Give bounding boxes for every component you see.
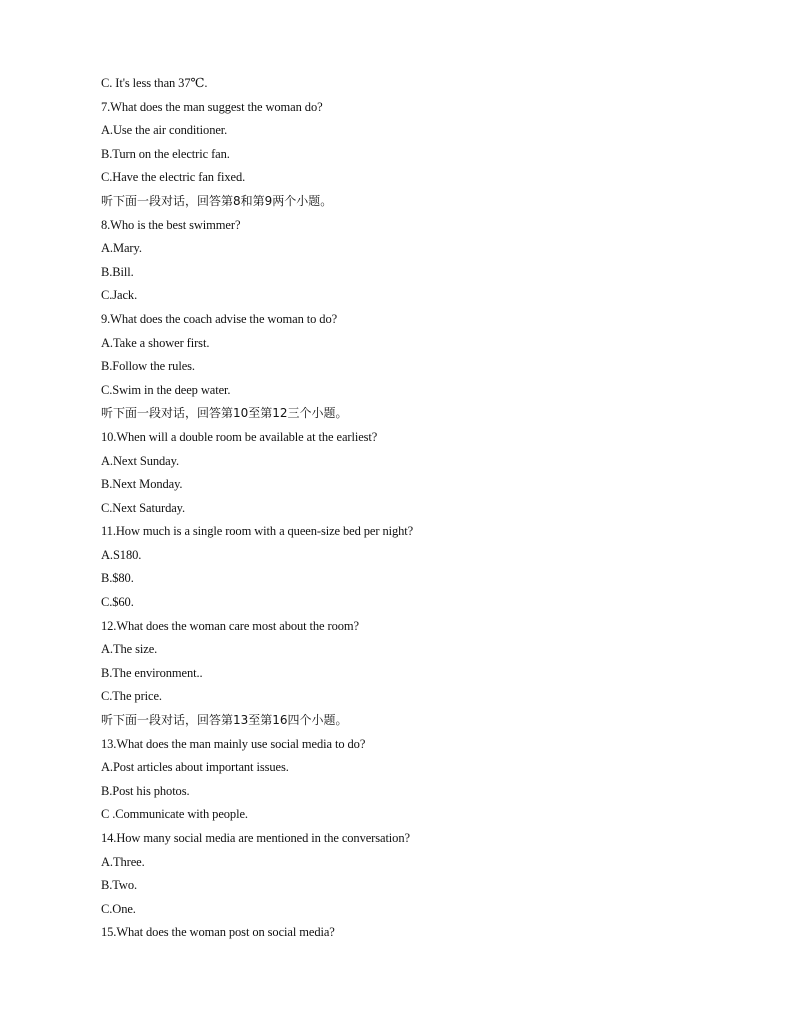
answer-option: A.Next Sunday. [101, 453, 179, 468]
question-text: 11.How much is a single room with a queen-size bed per night? [101, 524, 414, 539]
answer-option: B.Bill. [101, 264, 134, 279]
answer-option: C .Communicate with people. [101, 807, 248, 822]
answer-option: C.$60. [101, 595, 134, 610]
answer-option: A.Three. [101, 854, 145, 869]
question-text: 15.What does the woman post on social media? [101, 925, 335, 940]
answer-option: C.Jack. [101, 288, 138, 303]
answer-option: C.One. [101, 901, 136, 916]
question-text: 10.When will a double room be available at the earliest? [101, 429, 378, 444]
question-text: 12.What does the woman care most about the room? [101, 618, 359, 633]
answer-option: B.Next Monday. [101, 477, 183, 492]
answer-option: B.Turn on the electric fan. [101, 146, 230, 161]
question-text: 8.Who is the best swimmer? [101, 217, 241, 232]
answer-option: C.Next Saturday. [101, 500, 186, 515]
answer-option: A.Mary. [101, 241, 142, 256]
section-instruction: 听下面一段对话，回答第8和第9两个小题。 [101, 193, 333, 208]
answer-option: A.Take a shower first. [101, 335, 210, 350]
question-text: 14.How many social media are mentioned in the conversation? [101, 831, 410, 845]
section-instruction: 听下面一段对话，回答第10至第12三个小题。 [101, 406, 348, 421]
answer-option: B.$80. [101, 571, 134, 586]
question-text: 13.What does the man mainly use social media to do? [101, 736, 366, 751]
answer-option: B.Two. [101, 878, 138, 893]
answer-option: C. It's less than 37℃. [101, 76, 208, 90]
answer-option: C.Swim in the deep water. [101, 382, 231, 397]
answer-option: A.S180. [101, 547, 142, 562]
answer-option: B.The environment.. [101, 665, 203, 680]
answer-option: B.Post his photos. [101, 783, 190, 798]
answer-option: C.The price. [101, 689, 162, 704]
answer-option: B.Follow the rules. [101, 359, 195, 374]
answer-option: A.Use the air conditioner. [101, 123, 228, 138]
answer-option: A.Post articles about important issues. [101, 760, 289, 775]
section-instruction: 听下面一段对话，回答第13至第16四个小题。 [101, 713, 348, 728]
answer-option: C.Have the electric fan fixed. [101, 170, 246, 185]
question-text: 9.What does the coach advise the woman to do? [101, 311, 338, 326]
document-content [101, 72, 701, 945]
answer-option: A.The size. [101, 642, 158, 657]
question-text: 7.What does the man suggest the woman do? [101, 99, 323, 114]
